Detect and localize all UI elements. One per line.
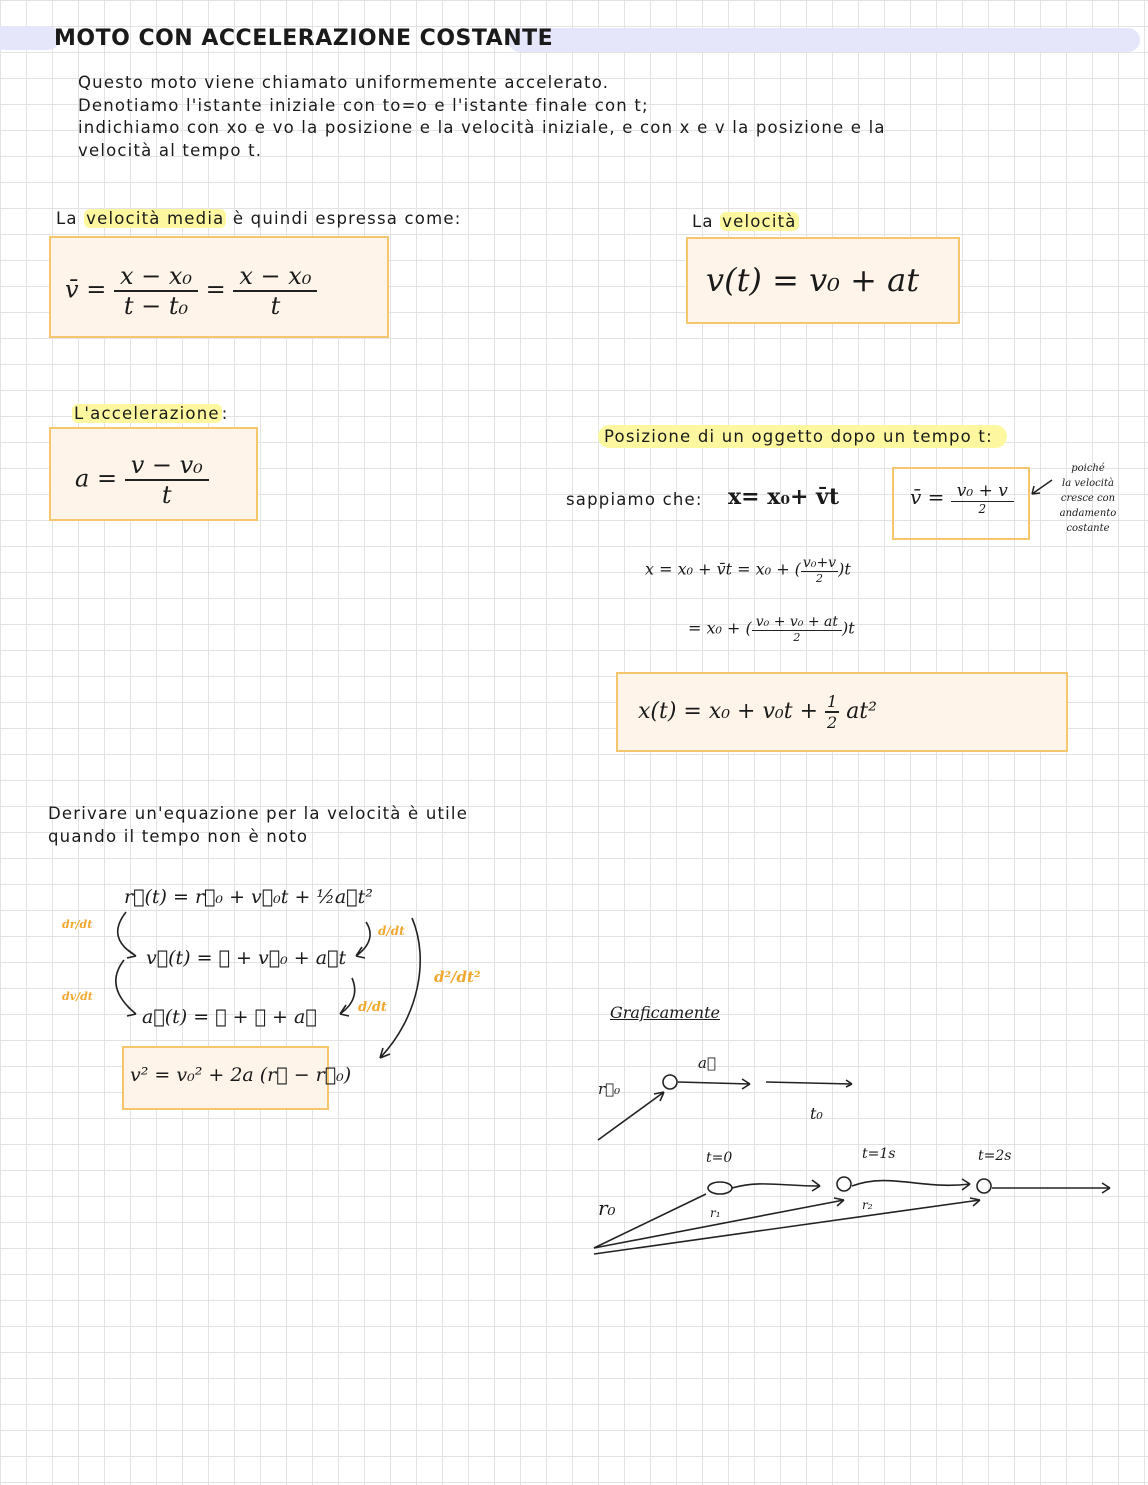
acceleration-highlight: L'accelerazione — [74, 404, 220, 423]
r0-small-label: r⃗₀ — [598, 1080, 621, 1098]
derivation-step-1: x = x₀ + v̄t = x₀ + ( $\frac{\text{v₀+v}}{2}$ )t — [645, 555, 851, 585]
velocity-squared-formula: v² = v₀² + 2a (r⃗ − r⃗₀) — [130, 1064, 352, 1086]
d-dt-label-2: d/dt — [358, 1000, 387, 1015]
t0-time-label: t=0 — [706, 1150, 733, 1166]
title-pill-right — [508, 28, 1140, 52]
intro-line: Denotiamo l'istante iniziale con to=o e l'istante finale con t; — [78, 95, 649, 115]
fraction: $\frac{\text{v₀+v}}{2}$ — [802, 555, 837, 585]
dr-dt-label: dr/dt — [62, 918, 93, 931]
r0-label: r₀ — [598, 1196, 616, 1220]
t0-label: t₀ — [810, 1104, 823, 1123]
r2-label: r₂ — [862, 1198, 873, 1212]
mean-velocity-def: v̄ = $\frac{\text{v₀ + v}}{2}$ — [910, 481, 1014, 516]
position-heading: Posizione di un oggetto dopo un tempo t: — [598, 427, 1007, 446]
particle-circle — [663, 1075, 677, 1089]
velocity-squared-box — [122, 1046, 352, 1110]
motion-diagram — [590, 1040, 1120, 1260]
velocity-box — [686, 237, 960, 324]
side-note: poiché la velocità cresce con andamento costante — [1059, 463, 1117, 534]
velocity-formula: v(t) = v₀ + at — [706, 261, 920, 299]
acceleration-vector-label: a⃗ — [698, 1054, 716, 1072]
mean-velocity-label: La velocità media è quindi espressa come: — [56, 209, 462, 228]
fraction: $\frac{\text{x − x₀}}{\text{t − t₀}}$ — [114, 262, 198, 320]
derive-text: Derivare un'equazione per la velocità è utile quando il tempo non è noto — [48, 804, 469, 846]
particle-t1 — [837, 1177, 851, 1191]
intro-paragraph — [78, 72, 886, 162]
derivative-arrows — [100, 900, 440, 1070]
graph-heading: Graficamente — [610, 1003, 720, 1022]
sappiamo-label: sappiamo che: — [566, 490, 703, 509]
mean-velocity-box — [49, 236, 389, 338]
fraction: $\frac{\text{v₀ + v}}{2}$ — [951, 481, 1014, 516]
intro-line: velocità al tempo t. — [78, 140, 263, 160]
intro-line: Questo moto viene chiamato uniformemente accelerato. — [78, 73, 610, 92]
mean-velocity-highlight: velocità media — [86, 209, 225, 228]
mean-velocity-def-box — [892, 467, 1030, 540]
velocity-label: La velocità — [692, 212, 797, 231]
page-title: MOTO CON ACCELERAZIONE COSTANTE — [54, 26, 554, 51]
d2-dt2-label: d²/dt² — [434, 968, 481, 986]
acceleration-vector-eq: a⃗(t) = ∅ + ∅ + a⃗ — [142, 1006, 317, 1028]
acceleration-box — [49, 427, 258, 521]
derivation-step-2: = x₀ + ( $\frac{\text{v₀ + v₀ + at}}{2}$ )t — [688, 614, 855, 644]
mean-velocity-formula: v̄ = $\frac{\text{x − x₀}}{\text{t − t₀}}$ = $\frac{\text{x − x₀}}{t}$ — [65, 262, 317, 320]
title-pill-left — [0, 26, 60, 50]
fraction: $\frac{1}{2}$ — [827, 692, 838, 732]
t2-time-label: t=2s — [978, 1148, 1012, 1164]
r1-label: r₁ — [710, 1206, 721, 1220]
velocity-vector-eq: v⃗(t) = ∅ + v⃗₀ + a⃗t — [146, 947, 347, 969]
particle-t2 — [977, 1179, 991, 1193]
acceleration-formula: a = $\frac{\text{v − v₀}}{t}$ — [75, 451, 209, 509]
position-final-formula: x(t) = x₀ + v₀t + $\frac{1}{2}$ at² — [638, 692, 877, 732]
position-final-box — [616, 672, 1068, 752]
velocity-highlight: velocità — [722, 212, 797, 231]
fraction: $\frac{\text{x − x₀}}{t}$ — [233, 262, 317, 320]
dv-dt-label: dv/dt — [62, 990, 93, 1003]
position-vector-eq: r⃗(t) = r⃗₀ + v⃗₀t + ½a⃗t² — [124, 886, 373, 908]
particle-t0 — [708, 1182, 732, 1194]
fraction: $\frac{\text{v − v₀}}{t}$ — [125, 451, 209, 509]
d-dt-label-1: d/dt — [378, 924, 405, 938]
intro-line: indichiamo con xo e vo la posizione e la velocità iniziale, e con x e v la posizione e la — [78, 118, 886, 137]
t1-time-label: t=1s — [862, 1146, 896, 1162]
known-position-formula: x= x₀+ v̄t — [728, 484, 839, 510]
acceleration-label: L'accelerazione : — [74, 404, 229, 423]
fraction: $\frac{\text{v₀ + v₀ + at}}{2}$ — [752, 614, 842, 644]
